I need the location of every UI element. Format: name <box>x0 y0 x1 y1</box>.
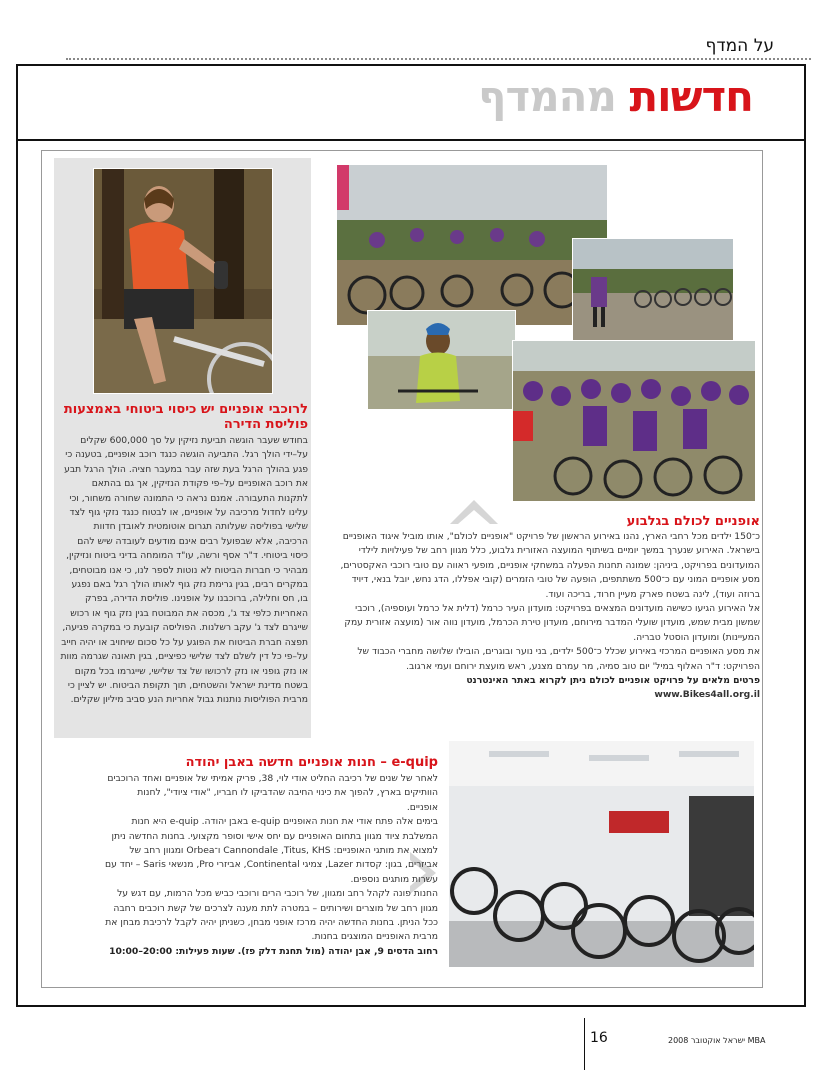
girl-cyclist-photo <box>367 310 516 410</box>
equip-body <box>104 772 438 959</box>
gilboa-body <box>334 530 760 703</box>
gilboa-url[interactable]: www.Bikes4all.org.il <box>654 689 760 701</box>
woman-cyclist-photo <box>93 168 273 394</box>
dotted-divider <box>66 58 811 60</box>
gilboa-paragraph: כ־150 ילדים מכל רחבי הארץ, נהנו באירוע הראשון של פרויקט "אופניים לכולם", אותו מוביל איגוד האופניים בישראל. האירוע שנערך במשך יומיים בשיתוף המועצה האזורית גלבוע, כלל מגוון רחב של פעילויות לילדי המועדונים בפרויקט, ביניהן: שמונה תחנות הפעלה במשחקי אופניים, מופעי ראווה עם טובי רוכבי האקסטרים, מסע אופניים המוני עם כ־500 משתתפים, הופעה של טובי הזמרים (קובי אפללו, הדג נחש, יובל בנאי, דיויד ברוזה ועוד), לינה בשטח פארק מעיין חרוד, בריכה ועוד. <box>340 531 760 600</box>
gilboa-footnote: פרטים מלאים על פרויקט אופניים לכולם ניתן לקרוא באתר האינטרנט <box>466 675 760 687</box>
footer-divider <box>584 1018 585 1070</box>
kids-cycling-group-photo <box>336 164 608 326</box>
equip-paragraph: בימים אלה פתח אודי את חנות האופניים e-quip באבן יהודה. e-quip היא חנות המשלבת ציוד מגוון בתחום האופניים עם יחס אישי וסופר מקצועי. בחנות החדשה ניתן למצוא את מותגי האופניים: Cannondale ,Titus, KHS ו־Orbea ומגוון רחב של אביזרים, בגון: קסדות Lazer, צמיגי Continental, אביזרי Pro, מנשאי Saris – יחד עם עשרות מותגים נוספים. <box>105 816 438 885</box>
insurance-headline: לרוכבי אופניים יש כיסוי ביטוחי באמצעות פוליסת הדירה <box>63 402 308 432</box>
gilboa-paragraph: את מסע האופניים המרכזי באירוע שכלל כ־500 ילדים, בני נוער ובוגרים, הובילו שלושה מחברי הכבוד של הפרויקט: ד"ר האלוף במיל' יום טוב סמיה, מר עמרם מצנע, ראש מועצת ירוחם ועמי ארגוב. <box>357 646 760 672</box>
equip-paragraph: לאחר של שנים של רכיבה החליט אודי לוי, 38, פריק אמיתי של אופניים ואחד הרוכבים הוותיקים בארץ, להפוך את כינוי החיבה שהדביקו לו חבריו, "אודי ציודי", לחנות אופניים. <box>107 773 438 813</box>
gilboa-headline: אופניים לכולם בגלבוע <box>626 514 760 529</box>
section-label: על המדף <box>705 36 774 56</box>
title-from-shelf: מהמדף <box>478 72 616 121</box>
frame-mark <box>16 990 18 1004</box>
page-number: 16 <box>590 1030 608 1046</box>
bike-shop-photo <box>448 740 755 968</box>
equip-headline: e-quip – חנות אופניים חדשה באבן יהודה <box>185 755 438 770</box>
equip-paragraph: החנות פונה לקהל רחב ומגוון, של רוכבי הרים ורוכבי כביש מכל הרמות, עם דגש על מגוון רחב של מוצרים ושירותים – במטרה לתת מענה לצרכים של קשת רוכבים רחבה ככל הניתן. בחנות החדשה יהיה מרכז אופני מבחן, כשניתן יהיה לקבל לרכיבת מבחן את מרבית האופניים המוצגים בחנות. <box>105 888 438 943</box>
insurance-body: בחודש שעבר הוגשה תביעת נזיקין על סך 600,000 שקלים על–ידי הולך רגל. התביעה הוגשה כנגד רוכב אופניים, בטענה כי פגע בהולך הרגל בעת שזה עבר במעבר חציה. הולך הרגל תבע את רוכב האופניים על–פי פקודת הנזיקין, אך גם בהתאם לתקנות התעבורה. אמנם נראה כי התמונה שחורה משחור, וכי עלינו לחדול מרכיבה על אופניים, או לבטוח כנגד נזקי גוף לצד שלישי בפוליסה שעלותה תגרום אוטומטית לאובדן חדוות הרכיבה, אלא שבפועל רבים אינם מודעים לעובדה שיש להם כיסוי ביטוחי. ד"ר אסף ורשה, עו"ד המומחה בדיני ביטוח ונזיקין, מבהיר כי חברות הביטוח לא נוטות לספר לנו, כי אנו מבוטחים, במקרים רבים, בגין גרימת נזק גוף לאותו הולך רגל באם נפגע בו, חס וחלילה, ברוכבנו על אופנינו. פוליסת הדירה, בפרק האחריות כלפי צד ג', מכסה את המבוטח בגין נזק גוף או רכוש שייגרם לצד ג' עקב רשלנות. הפוליסה קובעת כי במקרה פגיעה, תפצה חברת הביטוח את הפוגע על כל סכום שיחויב או יהיה חייב על–פי כל דין לשלם לצד שלישי כפיציים, בגין תאונה שגרמה מוות או נזק גופני או נזק לרכושו של צד שלישי, שייגרמו בכל מקום בשטח מדינת ישראל והשטחים, תוך תקופת הביטוח. יש לציין כי מרבית הפוליסות נותנות גבול אחריות הנע סביב מיליון שקלים. <box>60 435 308 706</box>
header-divider <box>16 139 806 141</box>
title-news: חדשות <box>629 72 753 121</box>
page-title <box>478 72 753 121</box>
chevron-up-icon <box>446 490 502 526</box>
magazine-issue: MBA ישראל אוקטובר 2008 <box>668 1036 766 1045</box>
gilboa-paragraph: אל האירוע הגיעו כשישה מועדונים המצאים בפרויקט: מועדון העיר כרמל (דלית אל כרמל ועוספיה), רוכבי שמשון מבית שמש, מועדון שועלי המדבר מירוחם, מועדון טירת הכרמל, מועדון נווה אור (מועצה אזורית עמק המעיינות) ומועדון הוסטל טבריה. <box>344 603 760 643</box>
crowd-cyclists-photo <box>512 340 756 502</box>
equip-address: רחוב הדסים 9, אבן יהודה (מול תחנת דלק פז). שעות פעילות: 20:00–10:00 <box>109 945 438 957</box>
cyclists-road-photo <box>572 238 734 346</box>
